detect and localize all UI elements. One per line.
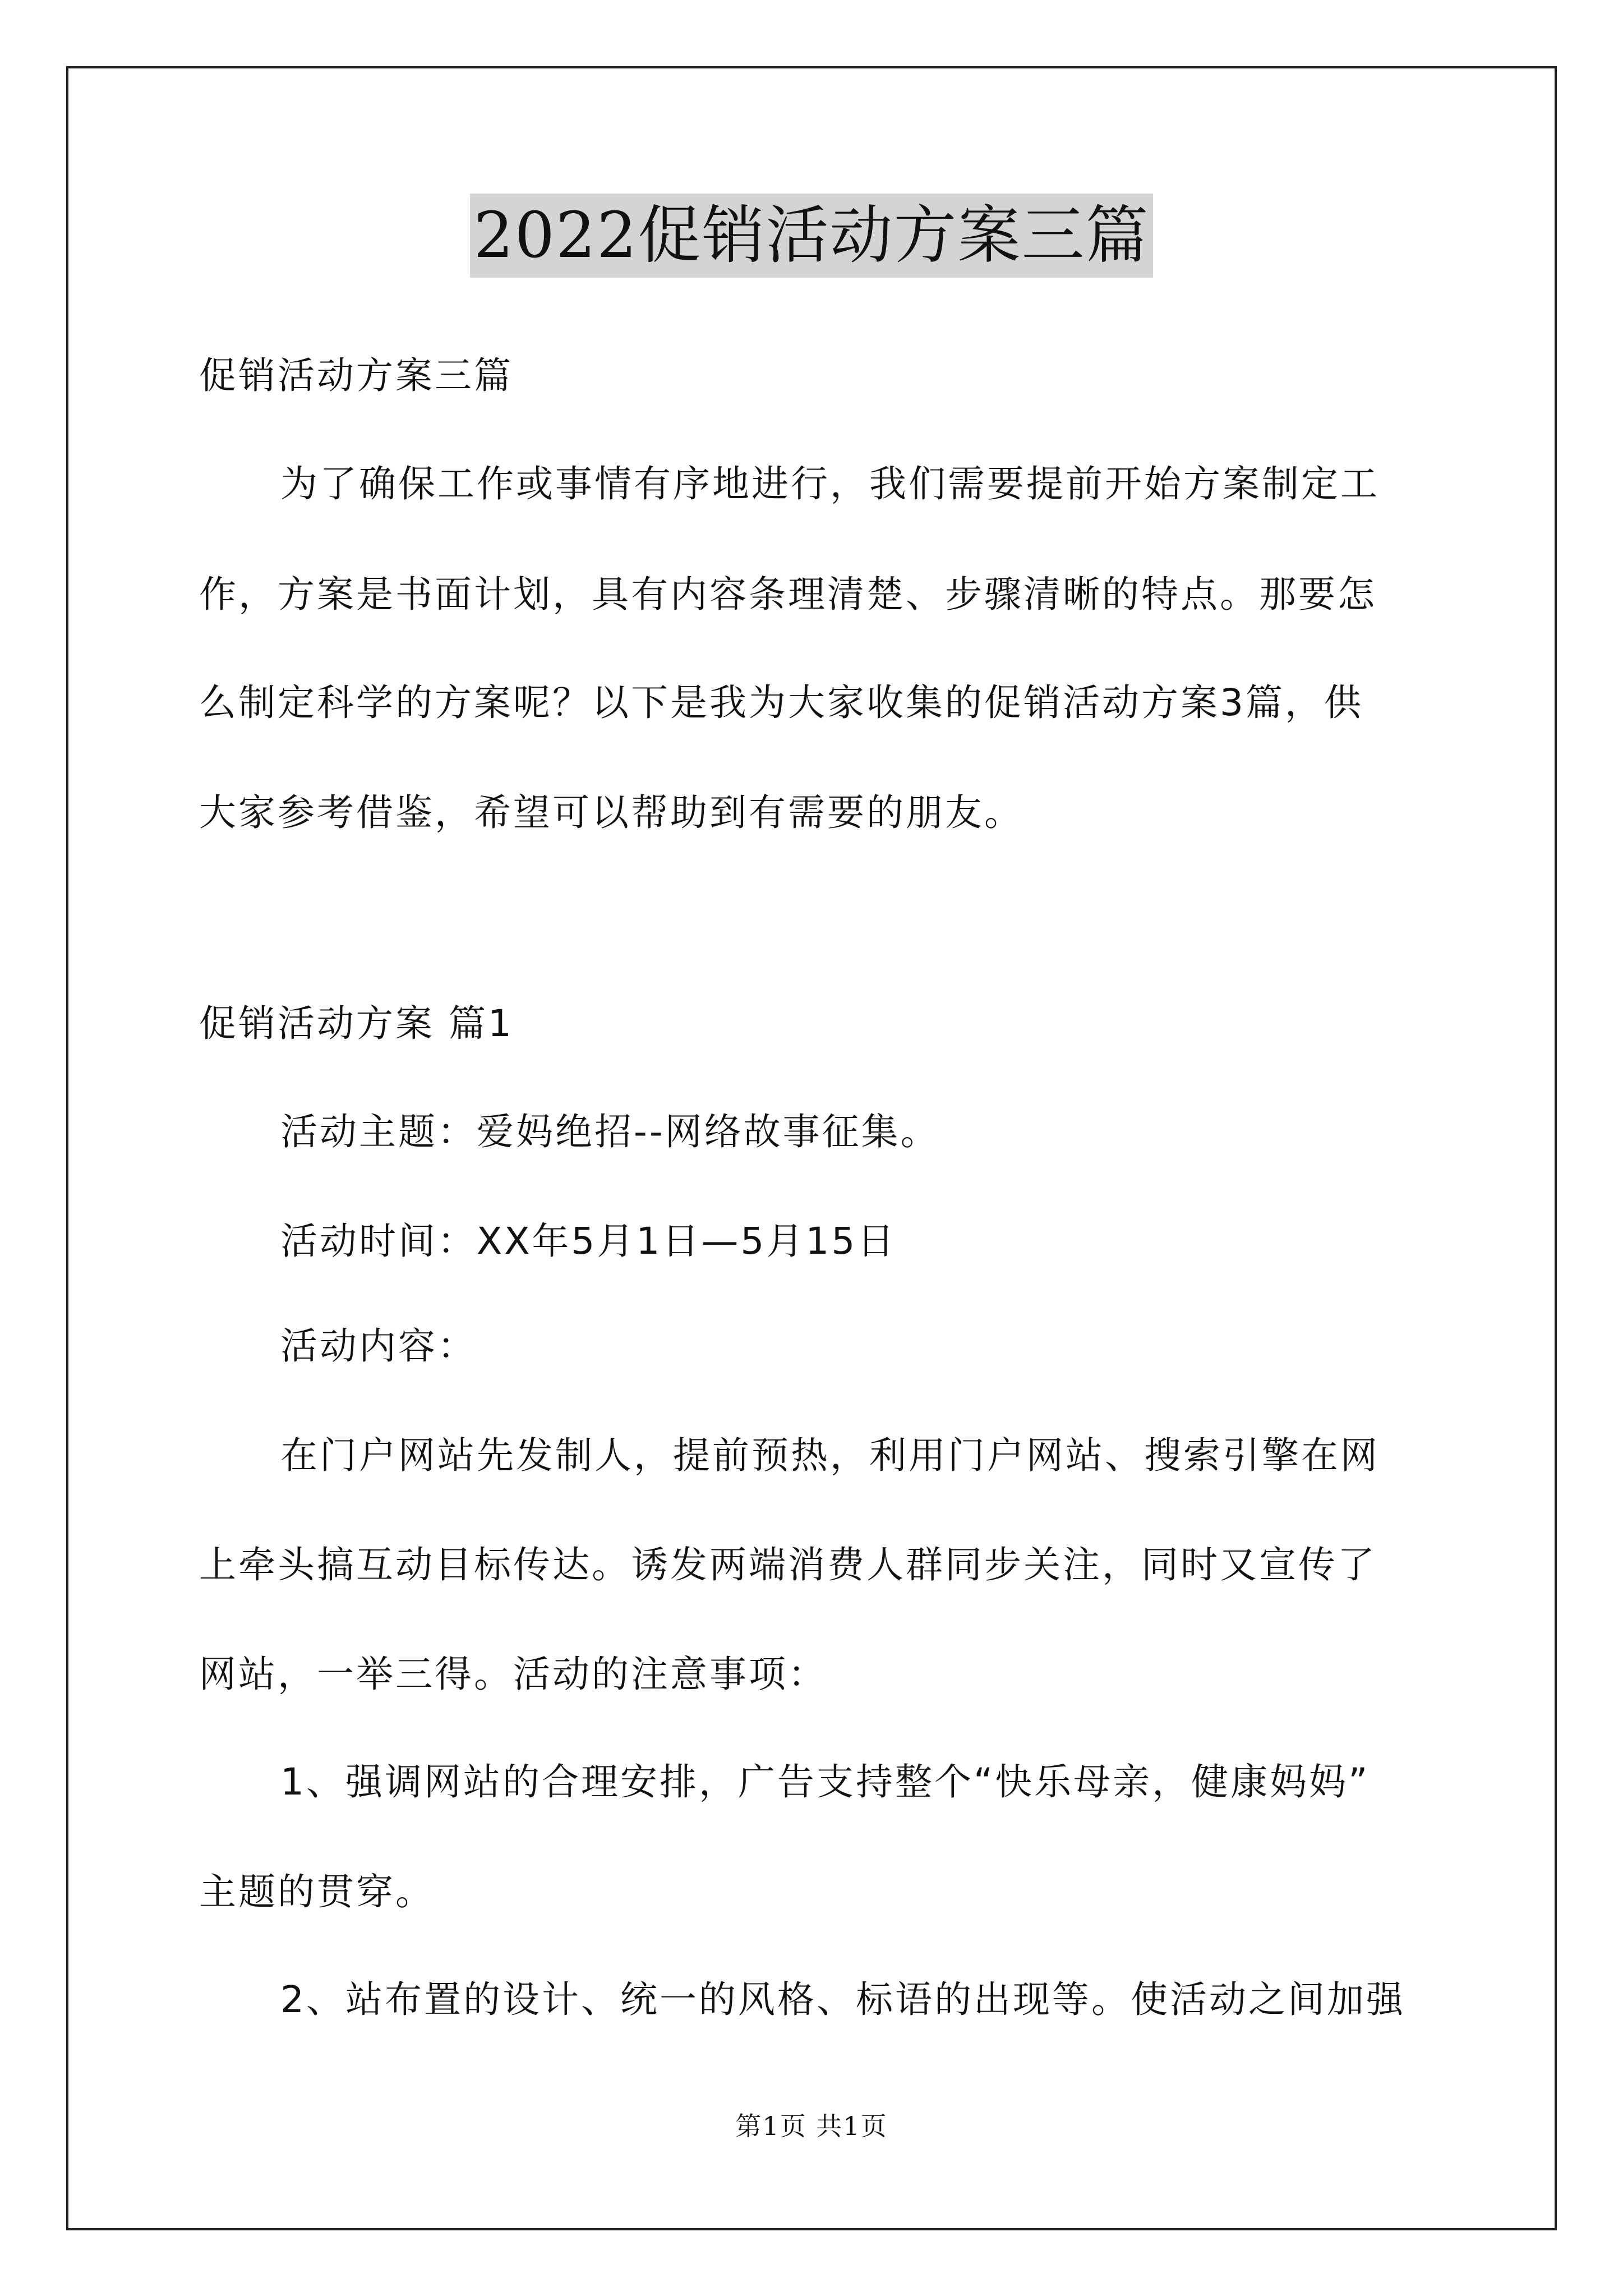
content-line-1: 在门户网站先发制人，提前预热，利用门户网站、搜索引擎在网 [280,1434,1380,1477]
activity-content-label: 活动内容： [280,1324,477,1368]
intro-line-4: 大家参考借鉴，希望可以帮助到有需要的朋友。 [199,791,1023,834]
content-line-3: 网站，一举三得。活动的注意事项： [199,1653,827,1696]
section-heading: 促销活动方案 篇1 [199,1002,514,1045]
document-subtitle: 促销活动方案三篇 [199,354,513,397]
activity-theme: 活动主题：爱妈绝招--网络故事征集。 [280,1110,940,1153]
document-title: 2022促销活动方案三篇 [470,194,1152,278]
intro-line-3: 么制定科学的方案呢？以下是我为大家收集的促销活动方案3篇，供 [199,681,1363,724]
page-footer: 第1页 共1页 [735,2111,888,2141]
content-line-2: 上牵头搞互动目标传达。诱发两端消费人群同步关注，同时又宣传了 [199,1543,1377,1586]
item-2-line-1: 2、站布置的设计、统一的风格、标语的出现等。使活动之间加强 [280,1978,1405,2021]
item-1-line-2: 主题的贯穿。 [199,1870,435,1913]
title-block [0,194,1623,278]
item-1-line-1: 1、强调网站的合理安排，广告支持整个“快乐母亲，健康妈妈” [280,1760,1370,1803]
intro-line-1: 为了确保工作或事情有序地进行，我们需要提前开始方案制定工 [280,462,1380,505]
activity-time: 活动时间：XX年5月1日—5月15日 [280,1220,897,1263]
intro-line-2: 作，方案是书面计划，具有内容条理清楚、步骤清晰的特点。那要怎 [199,573,1377,616]
